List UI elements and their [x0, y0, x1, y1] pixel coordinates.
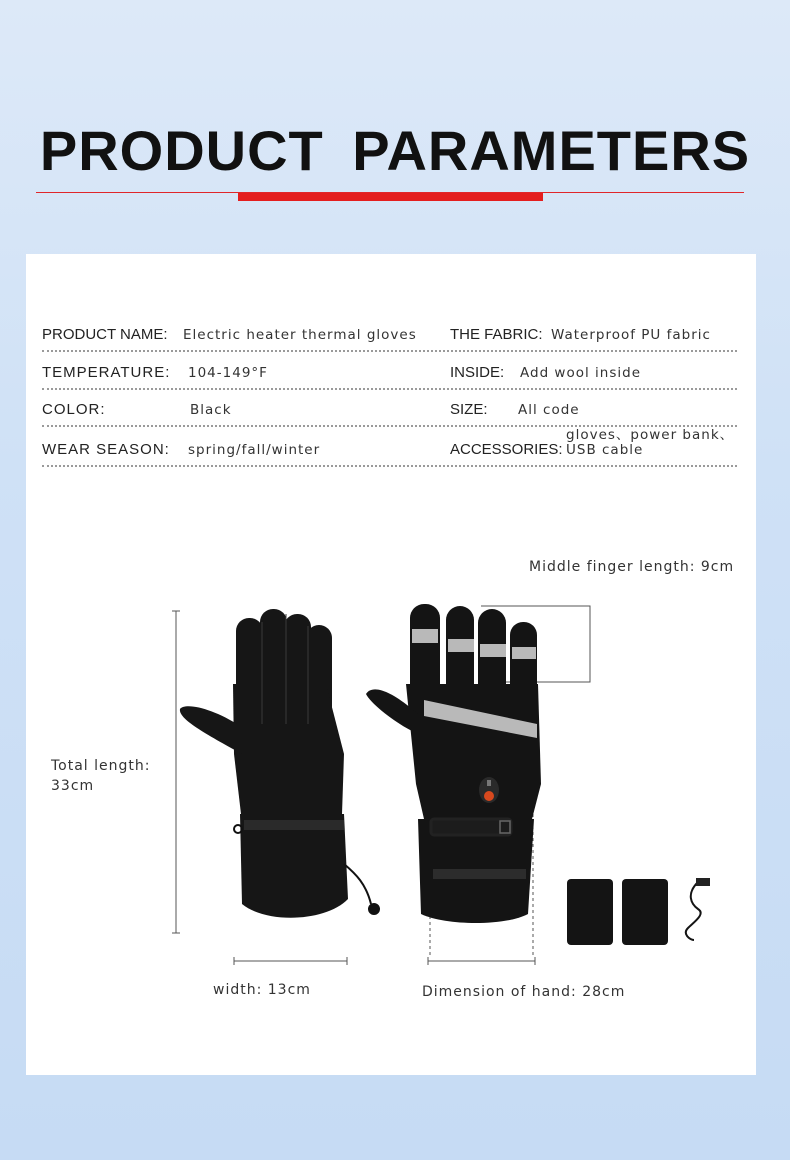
size-value: All code: [518, 402, 580, 418]
product-name-value: Electric heater thermal gloves: [183, 327, 417, 343]
temperature-value: 104-149°F: [188, 365, 268, 381]
wear-season-label: WEAR SEASON:: [42, 441, 170, 458]
accessories-value-line2: USB cable: [566, 442, 644, 458]
accessories-label: ACCESSORIES:: [450, 441, 563, 458]
inside-label: INSIDE:: [450, 364, 505, 381]
glove-palm-view: [180, 609, 348, 918]
temperature-label: TEMPERATURE:: [42, 364, 171, 381]
inside-value: Add wool inside: [520, 365, 641, 381]
fabric-label: THE FABRIC:: [450, 326, 543, 343]
accessories-value-line1: gloves、power bank、: [566, 427, 735, 443]
size-label: SIZE:: [450, 401, 488, 418]
power-bank-2: [622, 879, 668, 945]
total-length-title: Total length:: [51, 758, 151, 774]
width-label: width: 13cm: [213, 982, 311, 998]
total-length-dimension-line: [172, 611, 180, 933]
heating-button-icon: [479, 777, 499, 803]
wear-season-value: spring/fall/winter: [188, 442, 321, 458]
parameters-card: [26, 254, 756, 1075]
total-length-value: 33cm: [51, 778, 95, 794]
color-label: COLOR:: [42, 401, 106, 418]
product-name-label: PRODUCT NAME:: [42, 326, 168, 343]
hand-dimension-label: Dimension of hand: 28cm: [422, 984, 626, 1000]
title-accent-bar: [238, 193, 543, 201]
usb-cable: [686, 878, 710, 940]
middle-finger-length-label: Middle finger length: 9cm: [529, 559, 735, 575]
page-title: PRODUCT PARAMETERS: [39, 119, 751, 182]
color-value: Black: [190, 402, 232, 418]
fabric-value: Waterproof PU fabric: [551, 327, 711, 343]
product-illustration: [26, 254, 756, 1075]
power-bank-1: [567, 879, 613, 945]
width-dimension-line: [234, 957, 347, 965]
